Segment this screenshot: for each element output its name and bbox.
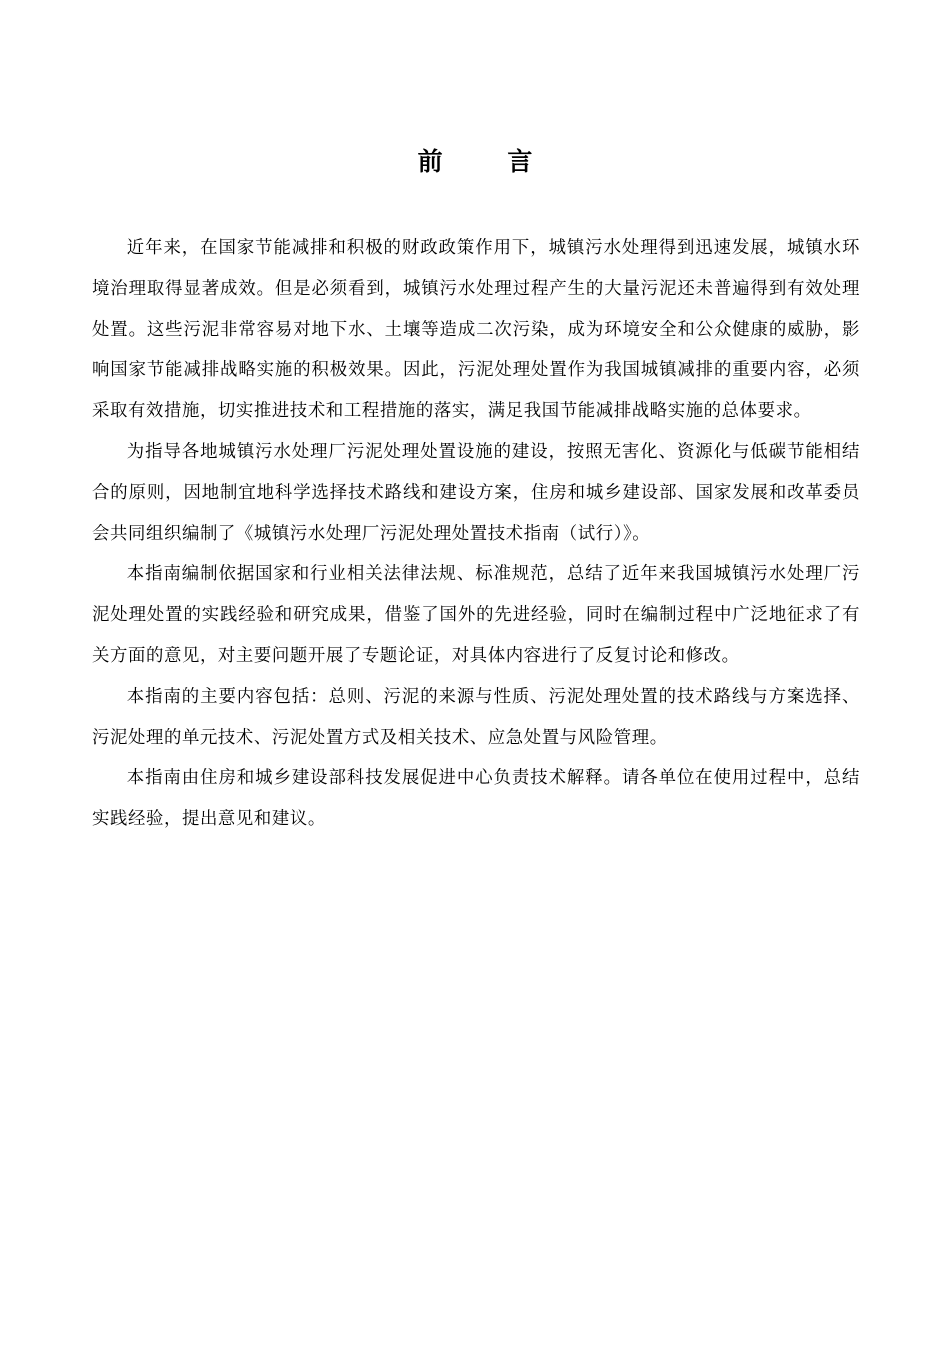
paragraph-2: 为指导各地城镇污水处理厂污泥处理处置设施的建设，按照无害化、资源化与低碳节能相结合的原则，因地制宜地科学选择技术路线和建设方案，住房和城乡建设部、国家发展和改革委员会共同组织编制了《城镇污水处理厂污泥处理处置技术指南（试行）》。 xyxy=(92,441,860,544)
paragraph-3: 本指南编制依据国家和行业相关法律法规、标准规范，总结了近年来我国城镇污水处理厂污泥处理处置的实践经验和研究成果，借鉴了国外的先进经验，同时在编制过程中广泛地征求了有关方面的意见，对主要问题开展了专题论证，对具体内容进行了反复讨论和修改。 xyxy=(92,564,860,666)
paragraph-5: 本指南由住房和城乡建设部科技发展促进中心负责技术解释。请各单位在使用过程中，总结实践经验，提出意见和建议。 xyxy=(92,768,860,830)
paragraph-1: 近年来，在国家节能减排和积极的财政政策作用下，城镇污水处理得到迅速发展，城镇水环境治理取得显著成效。但是必须看到，城镇污水处理过程产生的大量污泥还未普遍得到有效处理处置。这些污泥非常容易对地下水、土壤等造成二次污染，成为环境安全和公众健康的威胁，影响国家节能减排战略实施的积极效果。因此，污泥处理处置作为我国城镇减排的重要内容，必须采取有效措施，切实推进技术和工程措施的落实，满足我国节能减排战略实施的总体要求。 xyxy=(92,238,860,422)
paragraph-4: 本指南的主要内容包括：总则、污泥的来源与性质、污泥处理处置的技术路线与方案选择、污泥处理的单元技术、污泥处置方式及相关技术、应急处置与风险管理。 xyxy=(92,686,860,748)
page-title: 前 言 xyxy=(417,147,561,176)
document-body xyxy=(92,228,860,840)
